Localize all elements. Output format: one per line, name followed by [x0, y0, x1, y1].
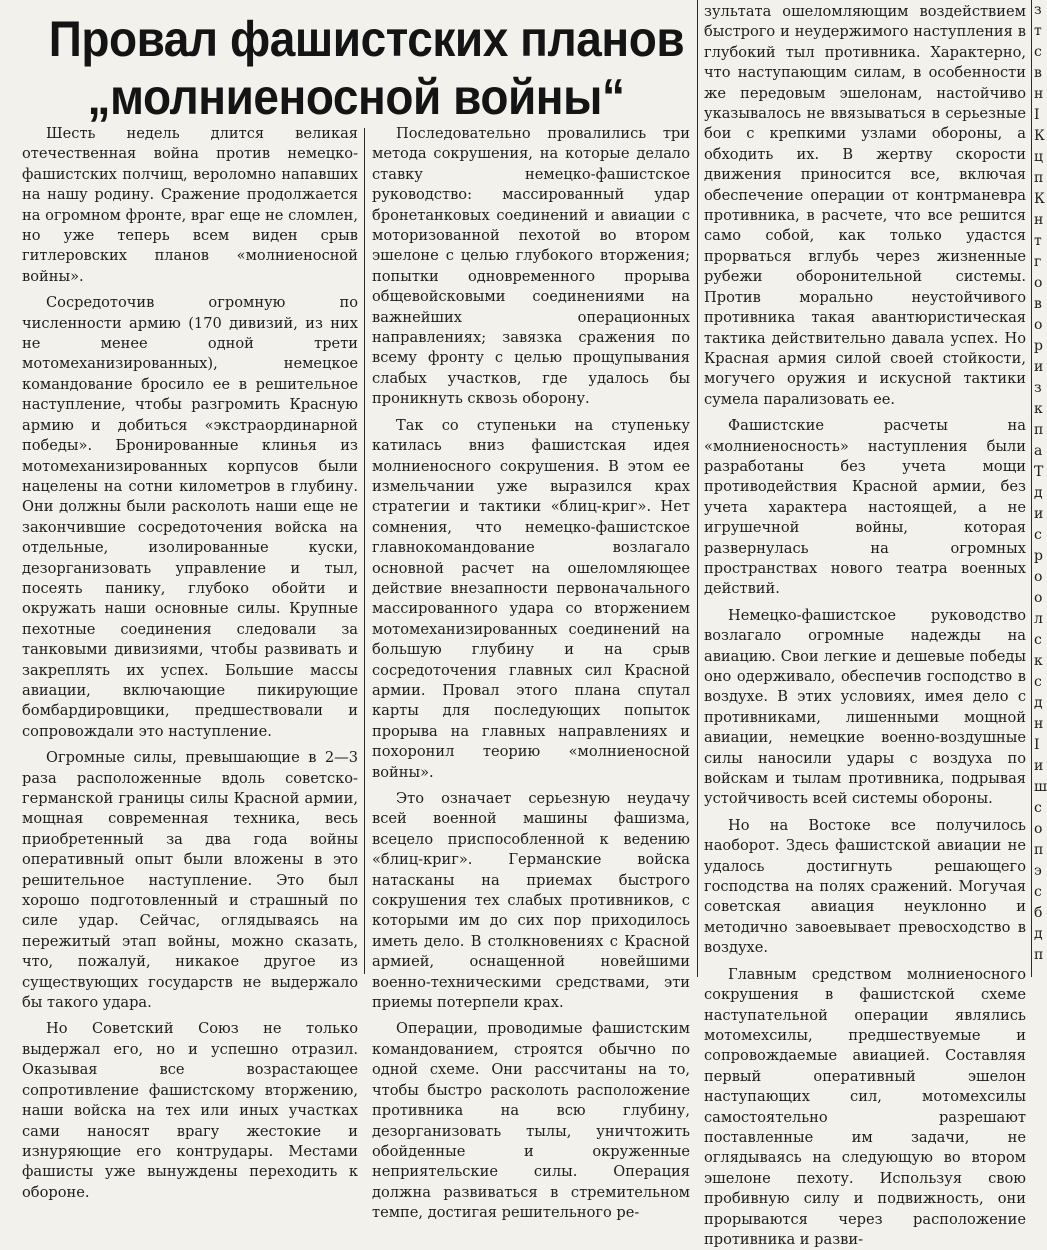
edge-glyph: н	[1034, 86, 1044, 102]
edge-glyph: д	[1034, 695, 1043, 711]
edge-glyph: с	[1034, 44, 1042, 60]
paragraph: Фашистские расчеты на «молниеносность» наступления были разработаны без учета мощи противодействия Красной армии, без учета характера настоящей, а не игрушечной войны, которая развернулась на огромных пространствах нового театра военных действий.	[704, 417, 1026, 598]
edge-glyph: и	[1034, 506, 1044, 522]
edge-glyph: о	[1034, 275, 1043, 291]
edge-glyph: в	[1034, 65, 1042, 81]
edge-glyph: р	[1034, 548, 1043, 564]
edge-glyph: с	[1034, 800, 1042, 816]
text-column-1	[22, 124, 358, 1201]
column-rule	[697, 0, 698, 977]
edge-glyph: с	[1034, 527, 1042, 543]
edge-glyph: б	[1034, 905, 1043, 921]
paragraph: Огромные силы, превышающие в 2—3 раза расположенные вдоль советско-германской границы силы Красной армии, мощная современная техника, весь приобретенный за два года войны оперативный опыт были вложены в это решительное наступление. Это был хорошо подготовленный и страшный по силе удар. Сейчас, оглядываясь на пережитый этап войны, можно сказать, что, пожалуй, никакое другое из существующих государств не выдержало бы такого удара.	[22, 749, 358, 1012]
text-column-3	[704, 2, 1026, 1248]
edge-glyph: п	[1034, 947, 1044, 963]
paragraph: Операции, проводимые фашистским командованием, строятся обычно по одной схеме. Они рассчитаны на то, чтобы быстро расколоть расположение противника на всю глубину, дезорганизовать тылы, уничтожить обойденные и окруженные неприятельские силы. Операция должна развиваться в стремительном темпе, достигая решительного ре-	[372, 1020, 690, 1222]
edge-glyph: с	[1034, 884, 1042, 900]
edge-glyph: з	[1034, 2, 1042, 18]
paragraph: Так со ступеньки на ступеньку катилась вниз фашистская идея молниеносного сокрушения. В этом ее измельчании уже выразился крах стратегии и тактики «блиц-криг». Нет сомнения, что немецко-фашистское главнокомандование возлагало основной расчет на ошеломляющее действие внезапности первоначального массированного удара со вторжением мотомеханизированных соединений на большую глубину и на срыв сосредоточения главных сил Красной армии. Провал этого плана спутал карты для последующих попыток прорыва на главных направлениях и похоронил теорию «молниеносной войны».	[372, 416, 690, 781]
text-column-2	[372, 124, 690, 1222]
edge-glyph: а	[1034, 443, 1043, 459]
edge-glyph: с	[1034, 674, 1042, 690]
paragraph: Немецко-фашистское руководство возлагало огромные надежды на авиацию. Свои легкие и дешевые победы оно одерживало, обеспечив господство в воздухе. В этих условиях, имея дело с противниками, лишенными мощной авиации, немецкие военно-воздушные силы наносили удары с воздуха по войскам и тылам противника, подрывая устойчивость всей системы обороны.	[704, 606, 1026, 808]
edge-glyph: к	[1034, 653, 1043, 669]
paragraph: Это означает серьезную неудачу всей военной машины фашизма, всецело приспособленной к ведению «блиц-криг». Германские войска натасканы на приемах быстрого сокрушения тех слабых противников, с которыми им до сих пор приходилось иметь дело. В столкновениях с Красной армией, оснащенной новейшими военно-техническими средствами, эти приемы потерпели крах.	[372, 790, 690, 1012]
paragraph: Но на Востоке все получилось наоборот. Здесь фашистской авиации не удалось достигнуть решающего господства на полях сражений. Могучая советская авиация неуклонно и методично завоевывает превосходство в воздухе.	[704, 816, 1026, 957]
edge-glyph: Т	[1034, 464, 1044, 480]
edge-glyph: з	[1034, 380, 1042, 396]
edge-glyph: г	[1034, 254, 1042, 270]
headline-line-1: Провал фашистских планов	[48, 11, 685, 67]
edge-glyph: и	[1034, 758, 1044, 774]
edge-glyph: о	[1034, 590, 1043, 606]
edge-glyph: в	[1034, 296, 1042, 312]
column-rule	[1031, 0, 1032, 977]
edge-glyph: н	[1034, 716, 1044, 732]
edge-glyph: д	[1034, 926, 1043, 942]
edge-glyph: н	[1034, 212, 1044, 228]
paragraph: Шесть недель длится великая отечественная война против немецко-фашистских полчищ, вероломно напавших на нашу родину. Сражение продолжается на огромном фронте, враг еще не сломлен, но уже теперь всем виден срыв гитлеровских планов «молниеносной войны».	[22, 125, 358, 285]
edge-glyph: л	[1034, 611, 1043, 627]
paragraph: Главным средством молниеносного сокрушения в фашистской схеме наступательной операции являлись мотомехсилы, предшествуемые и сопровождаемые авиацией. Составляя первый оперативный эшелон наступающих сил, мотомехсилы самостоятельно разрешают поставленные им задачи, не оглядываясь на следующую во втором эшелоне пехоту. Используя свою пробивную силу и подвижность, они прорываются через расположение противника и разви-	[704, 965, 1026, 1248]
edge-glyph: с	[1034, 632, 1042, 648]
paragraph: Сосредоточив огромную по численности армию (170 дивизий, из них не менее одной трети мотомеханизированных), немецкое командование бросило ее в решительное наступление, чтобы разгромить Красную армию и добиться «экстраординарной победы». Бронированные клинья из мотомеханизированных корпусов были нацелены на сотни километров в глубину. Они должны были расколоть наши еще не закончившие сосредоточения войска на отдельные, изолированные куски, дезорганизовать управление и тыл, посеять панику, глубоко обойти и окружать наши основные силы. Крупные пехотные соединения следовали за танковыми дивизиями, чтобы развивать и закреплять их успех. Большие массы авиации, включающие пикирующие бомбардировщики, предшествовали и сопровождали это наступление.	[22, 294, 358, 740]
paragraph: зультата ошеломляющим воздействием быстрого и неудержимого наступления в глубокий тыл противника. Характерно, что наступающим силам, в особенности же передовым эшелонам, настойчиво указывалось не ввязываться в серьезные бои с крепкими узлами обороны, а обходить их. В жертву скорости движения приносится все, включая обеспечение операции от контрманевра противника, в расчете, что все решится само собой, как только удастся прорваться вглубь через жизненные рубежи оборонительной системы. Против морально неустойчивого противника такая авантюристическая тактика действительно давала успех. Но Красная армия силой своей стойкости, могучего оружия и искусной тактики сумела парализовать ее.	[704, 3, 1026, 408]
paragraph: Последовательно провалились три метода сокрушения, на которые делало ставку немецко-фашистское руководство: массированный удар бронетанковых соединений и авиации с моторизованной пехотой во втором эшелоне с целью глубокого вторжения; попытки одновременного прорыва общевойсковыми соединениями на важнейших операционных направлениях; завязка сражения по всему фронту с целью прощупывания слабых участков, где удалось бы проникнуть сквозь оборону.	[372, 125, 690, 408]
edge-glyph: п	[1034, 170, 1044, 186]
edge-glyph: д	[1034, 485, 1043, 501]
paragraph: Но Советский Союз не только выдержал его, но и успешно отразил. Оказывая все возрастающее сопротивление фашистскому вторжению, наши войска на тех или иных участках сами наносят врагу жестокие и изнуряющие его контрудары. Местами фашисты уже вынуждены переходить к обороне.	[22, 1020, 358, 1201]
edge-glyph: и	[1034, 359, 1044, 375]
article-headline	[48, 10, 685, 126]
column-rule	[364, 128, 365, 974]
headline-line-2: „молниеносной войны“	[87, 69, 625, 125]
edge-glyph: о	[1034, 821, 1043, 837]
edge-glyph: К	[1034, 128, 1045, 144]
edge-glyph: о	[1034, 569, 1043, 585]
adjacent-column-fragment	[1034, 0, 1047, 977]
edge-glyph: э	[1034, 863, 1042, 879]
edge-glyph: т	[1034, 23, 1042, 39]
edge-glyph: т	[1034, 233, 1042, 249]
edge-glyph: I	[1034, 107, 1040, 123]
edge-glyph: о	[1034, 317, 1043, 333]
edge-glyph: I	[1034, 737, 1040, 753]
edge-glyph: ш	[1034, 779, 1047, 795]
edge-glyph: ц	[1034, 149, 1044, 165]
edge-glyph: п	[1034, 422, 1044, 438]
edge-glyph: р	[1034, 338, 1043, 354]
edge-glyph: к	[1034, 401, 1043, 417]
edge-glyph: К	[1034, 191, 1045, 207]
edge-glyph: п	[1034, 842, 1044, 858]
